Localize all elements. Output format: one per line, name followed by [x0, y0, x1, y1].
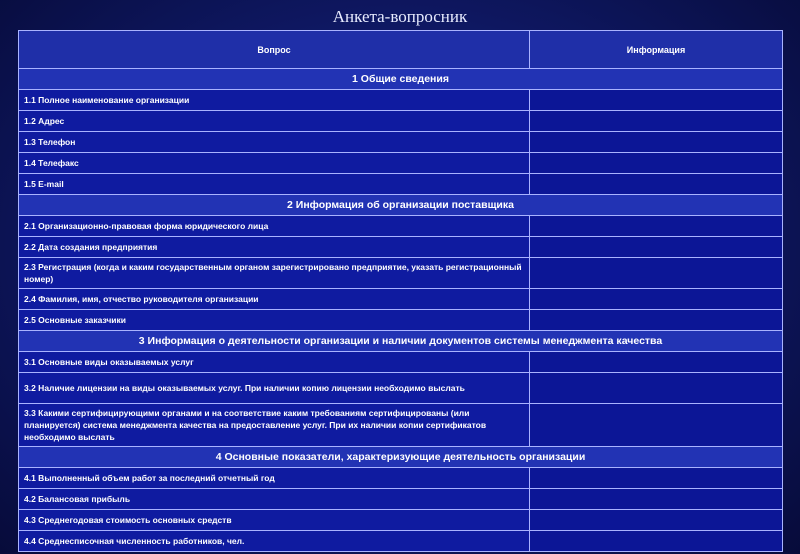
table-header-row: [19, 31, 783, 69]
question-cell: 2.3 Регистрация (когда и каким государственным органом зарегистрировано предприятие, указать регистрационный номер): [19, 258, 530, 289]
questionnaire-table: [18, 30, 783, 552]
info-cell[interactable]: [530, 174, 783, 195]
info-cell[interactable]: [530, 132, 783, 153]
question-cell: 2.2 Дата создания предприятия: [19, 237, 530, 258]
section-header: [19, 331, 783, 352]
info-cell[interactable]: [530, 352, 783, 373]
header-question: Вопрос: [19, 31, 530, 69]
question-cell: 2.5 Основные заказчики: [19, 310, 530, 331]
question-cell: 4.1 Выполненный объем работ за последний отчетный год: [19, 468, 530, 489]
table-row: [19, 132, 783, 153]
question-cell: 2.4 Фамилия, имя, отчество руководителя организации: [19, 289, 530, 310]
table-row: [19, 153, 783, 174]
info-cell[interactable]: [530, 216, 783, 237]
info-cell[interactable]: [530, 90, 783, 111]
section-header: [19, 195, 783, 216]
table-row: [19, 510, 783, 531]
info-cell[interactable]: [530, 258, 783, 289]
table-row: [19, 310, 783, 331]
question-cell: 4.3 Среднегодовая стоимость основных средств: [19, 510, 530, 531]
info-cell[interactable]: [530, 289, 783, 310]
table-row: [19, 237, 783, 258]
question-cell: 1.5 E-mail: [19, 174, 530, 195]
info-cell[interactable]: [530, 373, 783, 404]
table-row: [19, 373, 783, 404]
section-title: 1 Общие сведения: [19, 69, 783, 90]
table-row: [19, 90, 783, 111]
section-title: 2 Информация об организации поставщика: [19, 195, 783, 216]
table-row: [19, 489, 783, 510]
table-row: [19, 468, 783, 489]
table-row: [19, 404, 783, 447]
info-cell[interactable]: [530, 510, 783, 531]
table-row: [19, 289, 783, 310]
info-cell[interactable]: [530, 468, 783, 489]
info-cell[interactable]: [530, 111, 783, 132]
table-row: [19, 111, 783, 132]
table-row: [19, 258, 783, 289]
header-info: Информация: [530, 31, 783, 69]
question-cell: 4.4 Среднесписочная численность работников, чел.: [19, 531, 530, 552]
table-row: [19, 531, 783, 552]
table-row: [19, 216, 783, 237]
question-cell: 1.1 Полное наименование организации: [19, 90, 530, 111]
info-cell[interactable]: [530, 531, 783, 552]
question-cell: 3.1 Основные виды оказываемых услуг: [19, 352, 530, 373]
info-cell[interactable]: [530, 310, 783, 331]
info-cell[interactable]: [530, 153, 783, 174]
section-title: 3 Информация о деятельности организации и наличии документов системы менеджмента качества: [19, 331, 783, 352]
question-cell: 1.3 Телефон: [19, 132, 530, 153]
question-cell: 3.2 Наличие лицензии на виды оказываемых услуг. При наличии копию лицензии необходимо выслать: [19, 373, 530, 404]
question-cell: 2.1 Организационно-правовая форма юридического лица: [19, 216, 530, 237]
section-header: [19, 69, 783, 90]
section-header: [19, 447, 783, 468]
question-cell: 1.4 Телефакс: [19, 153, 530, 174]
info-cell[interactable]: [530, 404, 783, 447]
table-row: [19, 174, 783, 195]
table-row: [19, 352, 783, 373]
question-cell: 4.2 Балансовая прибыль: [19, 489, 530, 510]
info-cell[interactable]: [530, 489, 783, 510]
question-cell: 1.2 Адрес: [19, 111, 530, 132]
section-title: 4 Основные показатели, характеризующие деятельность организации: [19, 447, 783, 468]
info-cell[interactable]: [530, 237, 783, 258]
question-cell: 3.3 Какими сертифицирующими органами и на соответствие каким требованиям сертифицированы (или планируется) система менеджмента качества на предоставление услуг. При их наличии копии сертификатов необходимо выслать: [19, 404, 530, 447]
page-title: Анкета-вопросник: [332, 7, 468, 26]
